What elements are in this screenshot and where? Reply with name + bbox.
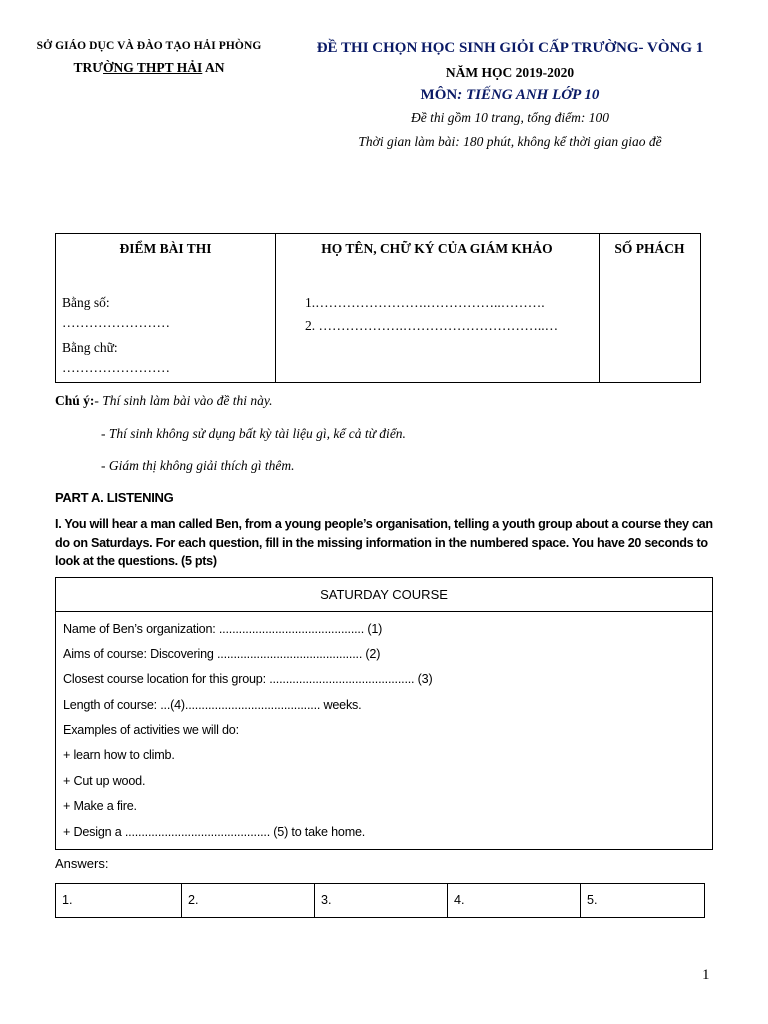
examiner-1-field[interactable]: 1.…………………….……………..……….	[305, 295, 545, 310]
note-3: - Giám thị không giải thích gì thêm.	[101, 458, 295, 473]
course-line: + learn how to climb.	[63, 748, 175, 762]
examiner-2-field[interactable]: 2. ……………….…………………………..…	[305, 318, 559, 333]
serial-header: SỐ PHÁCH	[614, 241, 685, 256]
score-numeric-label: Bằng số:	[62, 295, 110, 310]
header-left	[14, 40, 284, 76]
department-name: SỞ GIÁO DỤC VÀ ĐÀO TẠO HẢI PHÒNG	[36, 40, 262, 52]
score-words-field[interactable]: ……………………	[62, 360, 170, 375]
answer-cell-1[interactable]: 1.	[56, 884, 182, 917]
school-year: NĂM HỌC 2019-2020	[445, 65, 575, 80]
answer-cell-3[interactable]: 3.	[315, 884, 448, 917]
score-words-label: Bằng chữ:	[62, 340, 118, 355]
course-line: + Design a ............................................ (5) to take home.	[63, 825, 366, 839]
school-name: TRƯỜNG THPT HẢI AN	[73, 60, 225, 75]
score-column	[56, 234, 276, 382]
course-line: Aims of course: Discovering ............................................ (2)	[63, 647, 381, 661]
course-line: Name of Ben’s organization: ............................................ (1)	[63, 622, 383, 636]
examiner-column	[275, 234, 600, 382]
page-number: 1	[702, 967, 710, 983]
subject: MÔN: TIẾNG ANH LỚP 10	[420, 87, 600, 103]
course-line: + Make a fire.	[63, 799, 137, 813]
course-title: SATURDAY COURSE	[56, 578, 712, 612]
course-line: Length of course: ...(4)......................................... weeks.	[63, 698, 362, 712]
examiner-header: HỌ TÊN, CHỮ KÝ CỦA GIÁM KHẢO	[321, 241, 553, 256]
score-numeric-field[interactable]: ……………………	[62, 315, 170, 330]
answers-table	[55, 883, 705, 918]
part-a-title: PART A. LISTENING	[55, 490, 174, 505]
answer-cell-2[interactable]: 2.	[182, 884, 315, 917]
serial-column	[599, 234, 700, 382]
course-line: Examples of activities we will do:	[63, 723, 239, 737]
answer-cell-5[interactable]: 5.	[587, 893, 598, 907]
note-2: - Thí sinh không sử dụng bất kỳ tài liệu gì, kể cả từ điển.	[101, 426, 406, 441]
answers-label: Answers:	[55, 856, 109, 871]
time-info: Thời gian làm bài: 180 phút, không kể thời gian giao đề	[358, 134, 662, 149]
header-right	[290, 40, 730, 150]
saturday-course-box	[55, 577, 713, 850]
course-line: + Cut up wood.	[63, 774, 146, 788]
note-1: Chú ý:- Thí sinh làm bài vào đề thi này.	[55, 393, 273, 408]
pages-info: Đề thi gồm 10 trang, tổng điểm: 100	[411, 110, 609, 125]
exam-title: ĐỀ THI CHỌN HỌC SINH GIỎI CẤP TRƯỜNG- VÒNG 1	[316, 40, 704, 56]
score-table	[55, 233, 701, 383]
part-a-instruction: I. You will hear a man called Ben, from a young people’s organisation, telling a youth group about a course they can do on Saturdays. For each question, fill in the missing information in the numbered space. You have 20 seconds to look at the questions. (5 pts)	[55, 517, 713, 568]
answer-cell-4[interactable]: 4.	[448, 884, 581, 917]
score-header: ĐIỂM BÀI THI	[119, 241, 212, 256]
course-line: Closest course location for this group: ............................................ (3)	[63, 672, 433, 686]
